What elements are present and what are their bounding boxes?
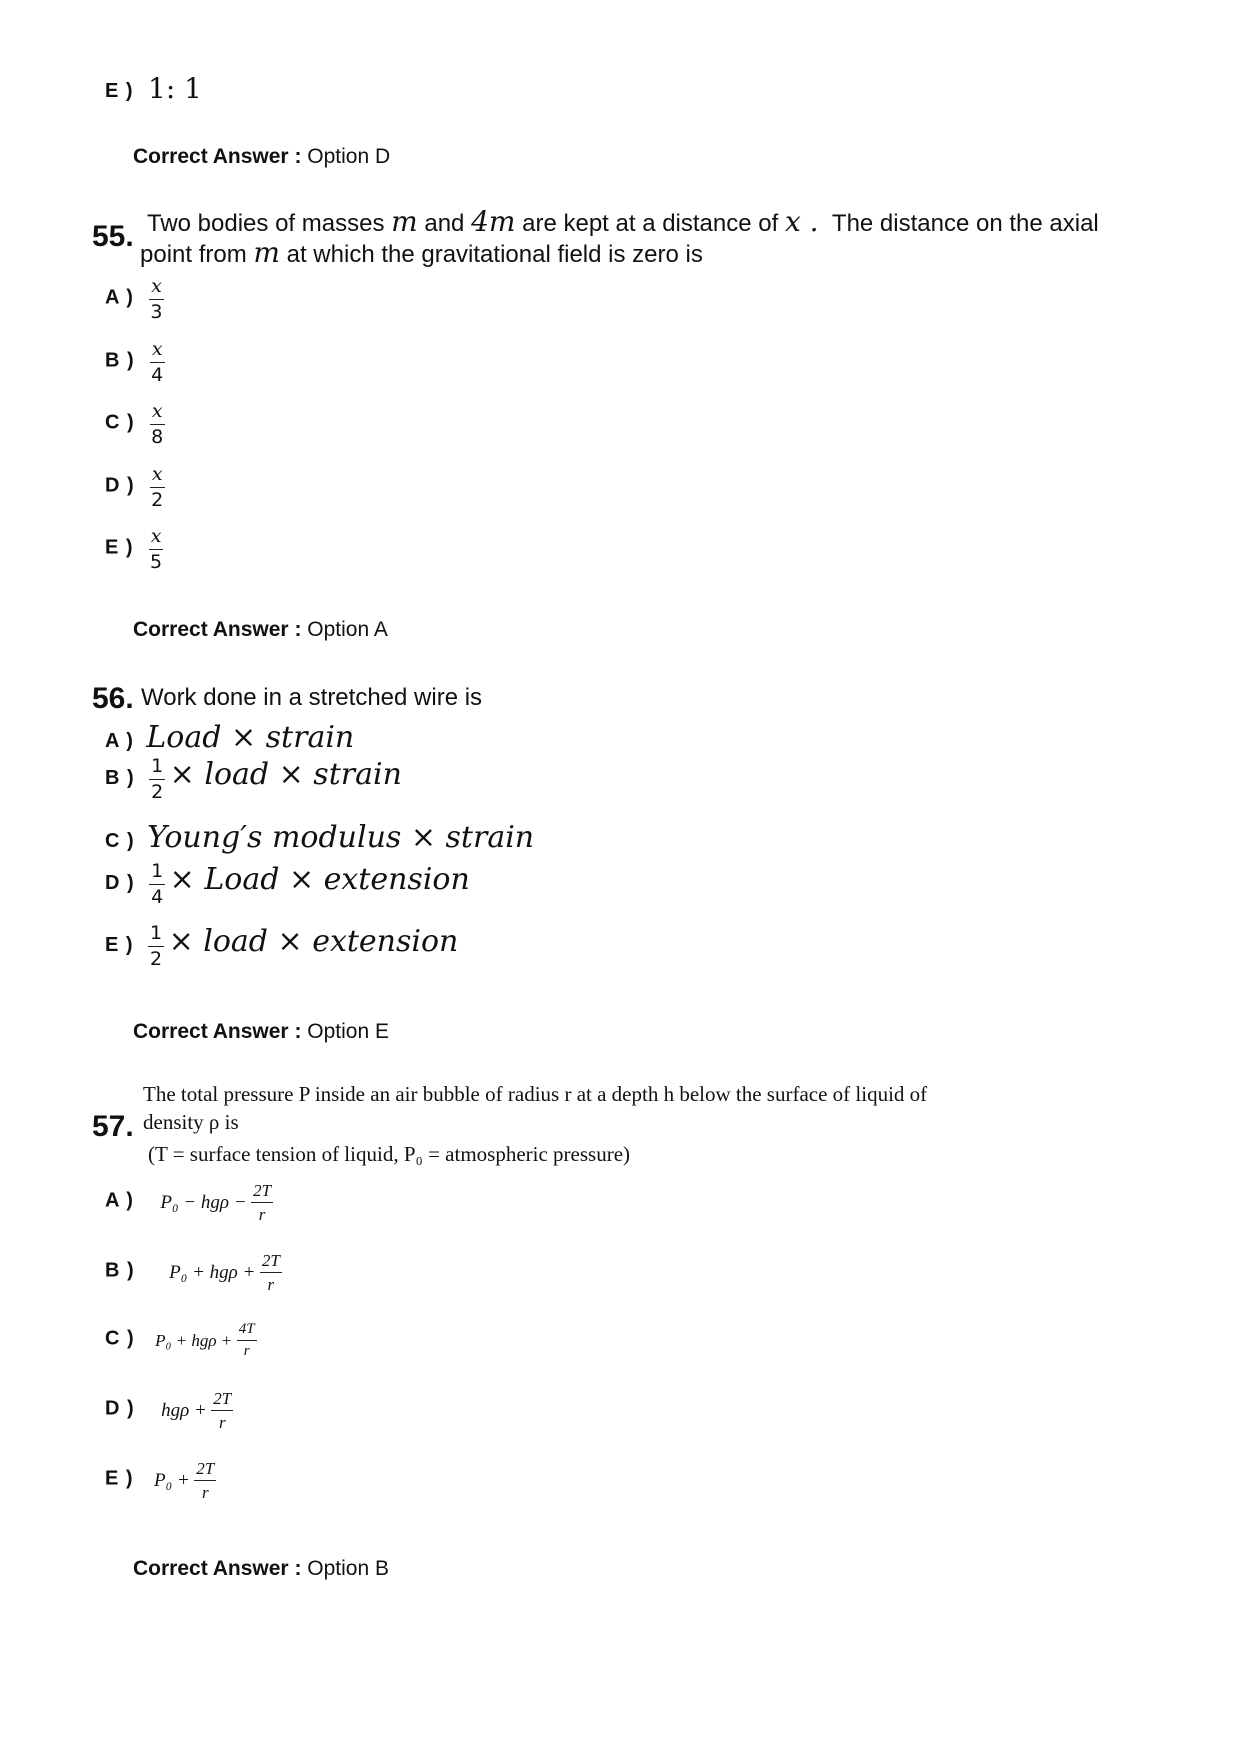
text: are kept at a distance of [522, 210, 779, 237]
question-text-line-3: (T = surface tension of liquid, P₀ = atmospheric pressure) [148, 1142, 631, 1166]
denominator: r [258, 1205, 266, 1224]
fraction [251, 1182, 273, 1223]
option-expression: Young′s modulus × strain [147, 820, 535, 855]
option-label: C ) [105, 830, 135, 852]
correct-answer [133, 618, 388, 642]
denominator: 2 [151, 489, 164, 511]
option-label: E ) [105, 934, 134, 956]
correct-answer-value: Option A [307, 618, 388, 641]
option-a[interactable] [105, 277, 164, 322]
numerator: x [149, 527, 164, 550]
option-a[interactable] [105, 720, 354, 755]
math: m [253, 236, 280, 269]
question-text-line-2 [140, 236, 703, 269]
numerator: 2T [260, 1252, 282, 1273]
correct-answer [133, 145, 390, 169]
denominator: r [267, 1275, 275, 1294]
numerator: x [150, 465, 165, 488]
correct-answer-label: Correct Answer : [133, 1020, 302, 1043]
numerator: 1 [149, 862, 165, 885]
option-expression: P₀ − hgρ − [160, 1191, 247, 1213]
option-label: D ) [105, 872, 135, 894]
correct-answer-label: Correct Answer : [133, 1557, 302, 1580]
option-label: B ) [105, 767, 135, 789]
fraction [149, 757, 165, 802]
denominator: 2 [151, 781, 164, 804]
option-e[interactable] [105, 924, 458, 969]
numerator: x [149, 277, 164, 300]
correct-answer-value: Option E [307, 1020, 389, 1043]
option-expression: P₀ + [154, 1469, 190, 1491]
option-label: D ) [105, 1397, 135, 1420]
option-a[interactable] [105, 1182, 273, 1223]
option-text: 1: 1 [148, 72, 202, 105]
correct-answer-label: Correct Answer : [133, 145, 302, 168]
option-expression: × load × strain [169, 757, 402, 792]
fraction [148, 527, 164, 572]
option-c[interactable] [105, 402, 165, 447]
text: The distance on the axial [831, 210, 1099, 237]
option-e[interactable] [105, 527, 164, 572]
math: m [391, 205, 418, 238]
denominator: r [218, 1413, 226, 1432]
numerator: 1 [149, 757, 165, 780]
denominator: 2 [150, 948, 163, 971]
question-text: Work done in a stretched wire is [141, 684, 483, 711]
option-c[interactable] [105, 1322, 257, 1359]
numerator: x [150, 340, 165, 363]
text: point from [140, 241, 247, 268]
option-expression: P₀ + hgρ + [169, 1261, 256, 1283]
option-expression: P₀ + hgρ + [155, 1330, 233, 1350]
denominator: 3 [150, 301, 163, 323]
option-label: C ) [105, 411, 135, 434]
fraction [149, 465, 165, 510]
denominator: 5 [150, 551, 163, 573]
option-label: C ) [105, 1327, 135, 1350]
option-expression: hgρ + [161, 1399, 207, 1421]
text: Two bodies of masses [147, 210, 385, 237]
correct-answer-label: Correct Answer : [133, 618, 302, 641]
option-expression: Load × strain [146, 720, 355, 755]
numerator: 1 [148, 924, 164, 947]
denominator: r [243, 1343, 250, 1359]
fraction [260, 1252, 282, 1293]
fraction [148, 924, 164, 969]
correct-answer-value: Option B [307, 1557, 389, 1580]
option-d[interactable] [105, 465, 165, 510]
denominator: 4 [151, 364, 164, 386]
math: x . [784, 205, 819, 238]
option-expression: × Load × extension [169, 862, 470, 897]
numerator: x [150, 402, 165, 425]
fraction [149, 862, 165, 907]
option-d[interactable] [105, 1390, 233, 1431]
numerator: 2T [211, 1390, 233, 1411]
option-label: E ) [105, 80, 134, 102]
text: and [424, 210, 465, 237]
denominator: 8 [151, 426, 164, 448]
question-number: 57. [92, 1110, 134, 1143]
correct-answer [133, 1020, 389, 1044]
option-expression: × load × extension [168, 924, 459, 959]
fraction [149, 340, 165, 385]
option-label: A ) [105, 1189, 134, 1212]
text: at which the gravitational field is zero is [286, 241, 703, 268]
question-text-line-1 [147, 205, 1099, 238]
option-b[interactable] [105, 1252, 282, 1293]
option-label: E ) [105, 1467, 134, 1490]
numerator: 2T [251, 1182, 273, 1203]
correct-answer-value: Option D [307, 145, 391, 168]
option-label: A ) [105, 286, 134, 309]
fraction [148, 277, 164, 322]
question-text-line-2: density ρ is [143, 1110, 239, 1134]
math: 4m [471, 205, 516, 238]
option-label: E ) [105, 536, 134, 559]
option-label: D ) [105, 474, 135, 497]
option-d[interactable] [105, 862, 470, 907]
fraction [149, 402, 165, 447]
option-b[interactable] [105, 757, 402, 802]
question-number: 55. [92, 220, 134, 253]
option-b[interactable] [105, 340, 165, 385]
question-text-line-1: The total pressure P inside an air bubble of radius r at a depth h below the surface of liquid of [143, 1082, 928, 1106]
question-number: 56. [92, 682, 134, 715]
numerator: 2T [194, 1460, 216, 1481]
option-label: A ) [105, 730, 134, 752]
option-label: B ) [105, 349, 135, 372]
option-e[interactable] [105, 1460, 216, 1501]
correct-answer [133, 1557, 389, 1581]
option-label: B ) [105, 1259, 135, 1282]
fraction [237, 1322, 257, 1359]
fraction [194, 1460, 216, 1501]
option-c[interactable] [105, 820, 534, 855]
fraction [211, 1390, 233, 1431]
numerator: 4T [237, 1322, 257, 1341]
denominator: r [201, 1483, 209, 1502]
denominator: 4 [151, 886, 164, 909]
